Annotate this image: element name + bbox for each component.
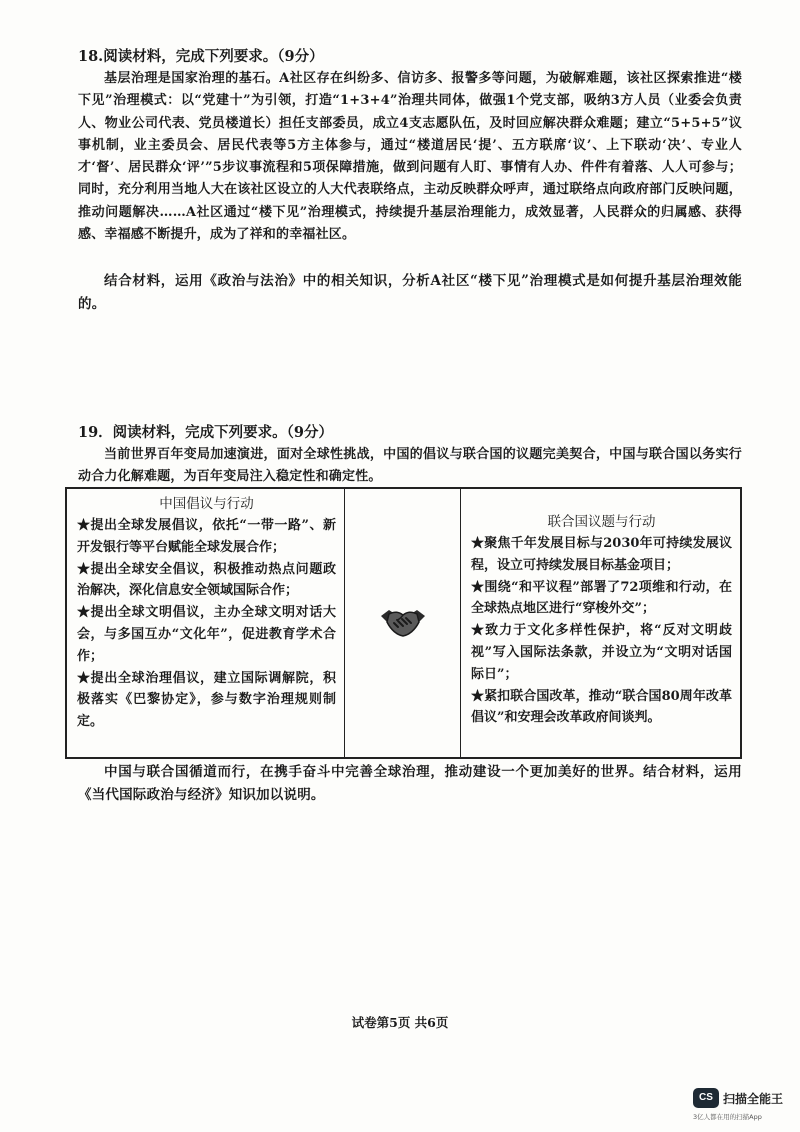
question-18-title: 18.阅读材料，完成下列要求。（9分） xyxy=(78,48,324,65)
scanner-watermark xyxy=(693,1088,793,1124)
un-agenda-column xyxy=(461,489,740,757)
camscanner-logo-icon: CS xyxy=(693,1088,719,1108)
china-initiatives-body: ★提出全球发展倡议，依托“一带一路”、新开发银行等平台赋能全球发展合作； ★提出全球安全倡议，积极推动热点问题政治解决，深化信息安全领域国际合作； ★提出全球文明倡议，主办全球文明对话大会，与多国互办“文化年”，促进教育学术合作； ★提出全球治理倡议，建立国际调解院，积极落实《巴黎协定》，参与数字治理规则制定。 xyxy=(77,518,336,730)
un-agenda-body: ★聚焦千年发展目标与2030年可持续发展议程，设立可持续发展目标基金项目； ★围绕“和平议程”部署了72项维和行动，在全球热点地区进行“穿梭外交”； ★致力于文化多样性保护，将“反对文明歧视”写入国际法条款，并设立为“文明对话国际日”； ★紧扣联合国改革，推动“联合国80周年改革倡议”和安理会改革政府间谈判。 xyxy=(471,536,732,726)
page-footer: 试卷第5页 共6页 xyxy=(351,1015,449,1030)
watermark-slogan: 3亿人都在用的扫描App xyxy=(693,1113,762,1121)
question-18-task: 结合材料，运用《政治与法治》中的相关知识，分析A社区“楼下见”治理模式是如何提升基层治理效能的。 xyxy=(78,273,742,312)
question-18-material: 基层治理是国家治理的基石。A社区存在纠纷多、信访多、报警多等问题，为破解难题，该社区探索推进“楼下见”治理模式：以“党建十”为引领，打造“1+3+4”治理共同体，做强1个党支部，吸纳3方人员（业委会负责人、物业公司代表、党员楼道长）担任支部委员，成立4支志愿队伍，及时回应解决群众难题；建立“5+5+5”议事机制，业主委员会、居民代表等5方主体参与，通过“楼道居民‘提’、五方联席‘议’、上下联动‘决’、专业人才‘督’、居民群众‘评’”5步议事流程和5项保障措施，做到问题有人盯、事情有人办、件件有着落、人人可参与；同时，充分利用当地人大在该社区设立的人大代表联络点，主动反映群众呼声，通过联络点向政府部门反映问题，推动问题解决……A社区通过“楼下见”治理模式，持续提升基层治理能力，成效显著，人民群众的归属感、获得感、幸福感不断提升，成为了祥和的幸福社区。 xyxy=(78,71,742,243)
center-icon-column xyxy=(345,489,461,757)
watermark-app-name: 扫描全能王 xyxy=(723,1092,784,1106)
china-initiatives-column xyxy=(67,489,345,757)
question-19-task: 中国与联合国循道而行，在携手奋斗中完善全球治理，推动建设一个更加美好的世界。结合材料，运用《当代国际政治与经济》知识加以说明。 xyxy=(78,764,742,803)
china-initiatives-header: 中国倡议与行动 xyxy=(159,496,254,512)
handshake-icon xyxy=(379,602,427,642)
un-agenda-header: 联合国议题与行动 xyxy=(547,514,656,530)
question-19-intro: 当前世界百年变局加速演进，面对全球性挑战，中国的倡议与联合国的议题完美契合，中国与联合国以务实行动合力化解难题，为百年变局注入稳定性和确定性。 xyxy=(78,447,742,485)
question-19-title: 19．阅读材料，完成下列要求。（9分） xyxy=(78,424,334,441)
comparison-table xyxy=(65,487,742,759)
